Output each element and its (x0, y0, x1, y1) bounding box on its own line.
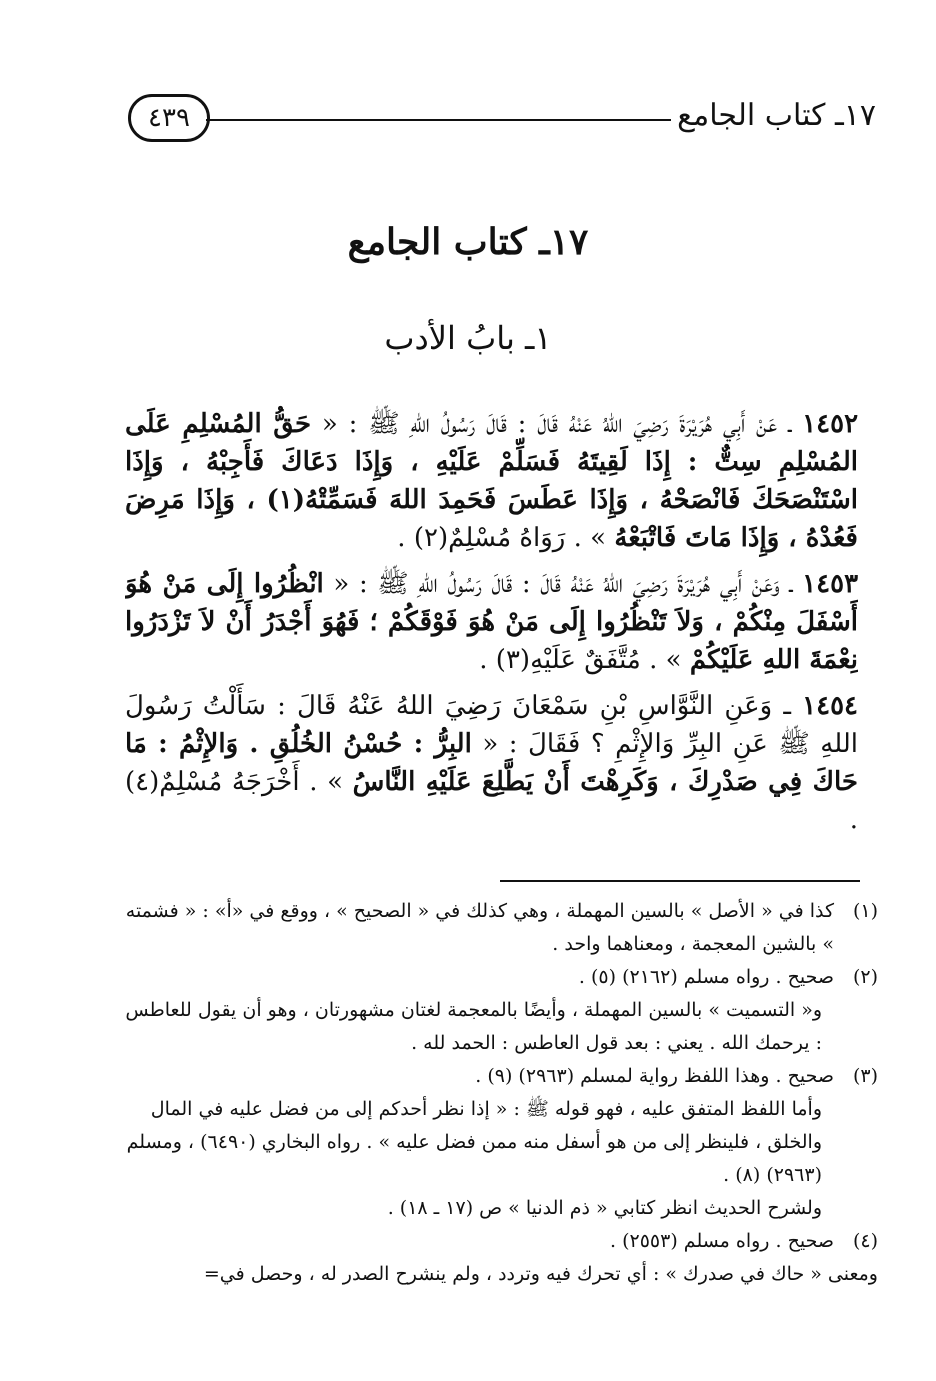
footnote-continuation: و« التسميت » بالسين المهملة ، وأيضًا بالمعجمة لغتان مشهورتان ، وهو أن يقول للعاطس : يرحمك الله . يعني : بعد قول العاطس : الحمد لله . (125, 999, 822, 1054)
hadith-list (125, 405, 858, 875)
footnote-4 (125, 1225, 878, 1258)
footnote-separator (500, 880, 860, 882)
hadith-number: ١٤٥٤ (802, 691, 858, 721)
hadith-1454 (125, 687, 858, 839)
footnote-3 (125, 1060, 878, 1093)
hadith-intro: ـ وَعَنِ النَّوَّاسِ بْنِ سَمْعَانَ رَضِيَ اللهُ عَنْهُ قَالَ : سَأَلْتُ رَسُولَ اللهِ ﷺ عَنِ البِرِّ وَالإِثْمِ ؟ فَقَالَ : « (125, 691, 858, 759)
footnote-number: (٢) (852, 966, 878, 988)
hadith-outro: » . رَوَاهُ مُسْلِمٌ(٢) . (397, 523, 607, 553)
footnotes (125, 895, 878, 1325)
book-title: ١٧ـ كتاب الجامع (347, 221, 589, 263)
footnote-1 (125, 895, 878, 961)
chapter-title: ١ـ بابُ الأدب (384, 319, 552, 357)
hadith-text: انْظُرُوا إِلَى مَنْ هُوَ أَسْفَلَ مِنْكُمْ ، وَلاَ تَنْظُرُوا إِلَى مَنْ هُوَ فَوْقَكُمْ ؛ فَهُوَ أَجْدَرُ أَنْ لاَ تَزْدَرُوا نِعْمَةَ اللهِ عَلَيْكُمْ (125, 569, 858, 675)
hadith-intro: ـ عَنْ أَبِي هُرَيْرَةَ رَضِيَ اللهُ عَنْهُ قَالَ : قَالَ رَسُولُ اللهِ ﷺ : « (321, 409, 792, 439)
footnote-continuation: ولشرح الحديث انظر كتابي « ذم الدنيا » ص (١٧ ـ ١٨) . (387, 1197, 822, 1219)
footnote-text: كذا في « الأصل » بالسين المهملة ، وهي كذلك في « الصحيح » ، ووقع في «أ» : « فشمته » بالشين المعجمة ، ومعناهما واحد . (125, 900, 834, 955)
hadith-text: حَقُّ المُسْلِمِ عَلَى المُسْلِمِ سِتٌّ : إِذَا لَقِيتَهُ فَسَلِّمْ عَلَيْهِ ، وَإِذَا دَعَاكَ فَأَجِبْهُ ، وَإِذَا اسْتَنْصَحَكَ فَانْصَحْهُ ، وَإِذَا عَطَسَ فَحَمِدَ اللهَ فَسَمِّتْهُ(١) ، وَإِذَا مَرِضَ فَعُدْهُ ، وَإِذَا مَاتَ فَاتْبَعْهُ (125, 409, 858, 553)
footnote-2 (125, 961, 878, 994)
header-rule (206, 119, 671, 121)
hadith-1452 (125, 405, 858, 557)
footnote-number: (٣) (852, 1065, 878, 1087)
running-header (128, 88, 876, 148)
hadith-text: البِرُّ : حُسْنُ الخُلُقِ . وَالإِثْمُ : مَا حَاكَ فِي صَدْرِكَ ، وَكَرِهْتَ أَنْ يَطَّلِعَ عَلَيْهِ النَّاسُ (125, 729, 858, 797)
hadith-number: ١٤٥٣ (802, 569, 858, 599)
footnote-continuation: وأما اللفظ المتفق عليه ، فهو قوله ﷺ : « إذا نظر أحدكم إلى من فضل عليه في المال والخلق ، فلينظر إلى من هو أسفل منه ممن فضل عليه » . رواه البخاري (٦٤٩٠) ، ومسلم (٢٩٦٣) (٨) . (126, 1098, 822, 1186)
hadith-outro: » . أَخْرَجَهُ مُسْلِمٌ(٤) . (125, 767, 858, 835)
hadith-outro: » . مُتَّفَقٌ عَلَيْهِ(٣) . (479, 645, 682, 675)
footnote-tail: ومعنى « حاك في صدرك » : أي تحرك فيه وتردد ، ولم ينشرح الصدر له ، وحصل في= (203, 1263, 878, 1285)
hadith-intro: ـ وَعَنْ أَبِي هُرَيْرَةَ رَضِيَ اللهُ عَنْهُ قَالَ : قَالَ رَسُولُ اللهِ ﷺ : « (333, 569, 793, 599)
page-number: ٤٣٩ (128, 94, 210, 142)
hadith-1453 (125, 565, 858, 679)
running-header-title: ١٧ـ كتاب الجامع (677, 98, 876, 133)
footnote-text: صحيح . رواه مسلم (٢٥٥٣) . (610, 1230, 834, 1252)
footnote-number: (١) (852, 900, 878, 922)
hadith-number: ١٤٥٢ (802, 409, 858, 439)
footnote-text: صحيح . رواه مسلم (٢١٦٢) (٥) . (578, 966, 834, 988)
footnote-number: (٤) (852, 1230, 878, 1252)
footnote-text: صحيح . وهذا اللفظ رواية لمسلم (٢٩٦٣) (٩) . (475, 1065, 834, 1087)
